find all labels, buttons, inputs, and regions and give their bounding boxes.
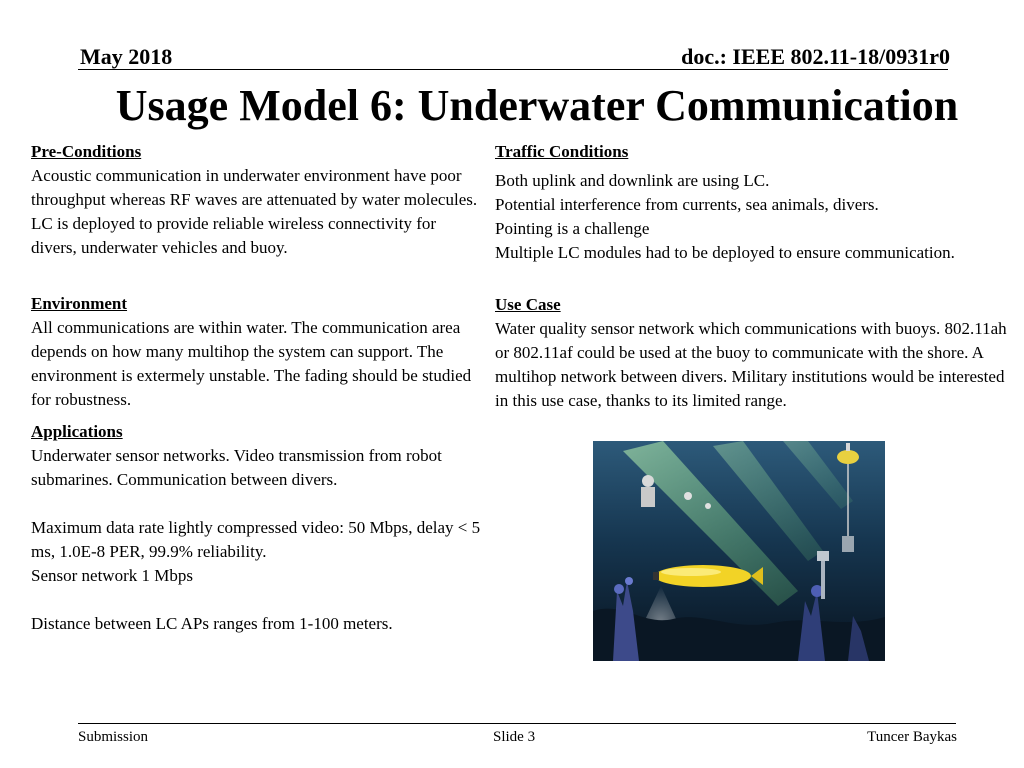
header-doc-id: doc.: IEEE 802.11-18/0931r0 (681, 44, 950, 69)
section-traffic-conditions (495, 140, 965, 265)
section-preconditions (31, 140, 483, 260)
preconditions-heading: Pre-Conditions (31, 142, 142, 161)
traffic-heading: Traffic Conditions (495, 142, 629, 161)
footer-divider (78, 723, 956, 724)
footer-author: Tuncer Baykas (867, 729, 957, 745)
preconditions-text: Acoustic communication in underwater environment have poor throughput whereas RF waves are attenuated by water molecules. LC is deployed to provide reliable wireless connectivity for divers, underwater vehicles and buoy. (31, 166, 478, 257)
header-date: May 2018 (80, 44, 173, 69)
applications-heading: Applications (31, 422, 123, 441)
usecase-text: Water quality sensor network which communications with buoys. 802.11ah or 802.11af could be used at the buoy to communicate with the shore. A multihop network between divers. Military institutions would be interested in this use case, thanks to its limited range. (495, 319, 1007, 410)
footer-slide-number: Slide 3 (493, 729, 536, 745)
applications-text: Underwater sensor networks. Video transmission from robot submarines. Communication between divers. Maximum data rate lightly compressed video: 50 Mbps, delay < 5 ms, 1.0E-8 PER, 99.9% reliability. Sensor network 1 Mbps Distance between LC APs ranges from 1-100 meters. (31, 446, 481, 633)
traffic-text: Both uplink and downlink are using LC. Potential interference from currents, sea animals, divers. Pointing is a challenge Multiple LC modules had to be deployed to ensure communication. (495, 171, 955, 262)
environment-text: All communications are within water. The communication area depends on how many multihop the system can support. The environment is extermely unstable. The fading should be studied for robustness. (31, 318, 472, 409)
usecase-heading: Use Case (495, 295, 561, 314)
section-use-case (495, 293, 1010, 413)
section-applications (31, 420, 483, 636)
underwater-illustration (593, 441, 885, 661)
environment-heading: Environment (31, 294, 128, 313)
footer-submission: Submission (78, 729, 149, 745)
slide-title: Usage Model 6: Underwater Communication (115, 81, 959, 130)
header-divider (78, 69, 948, 70)
section-environment (31, 292, 487, 412)
